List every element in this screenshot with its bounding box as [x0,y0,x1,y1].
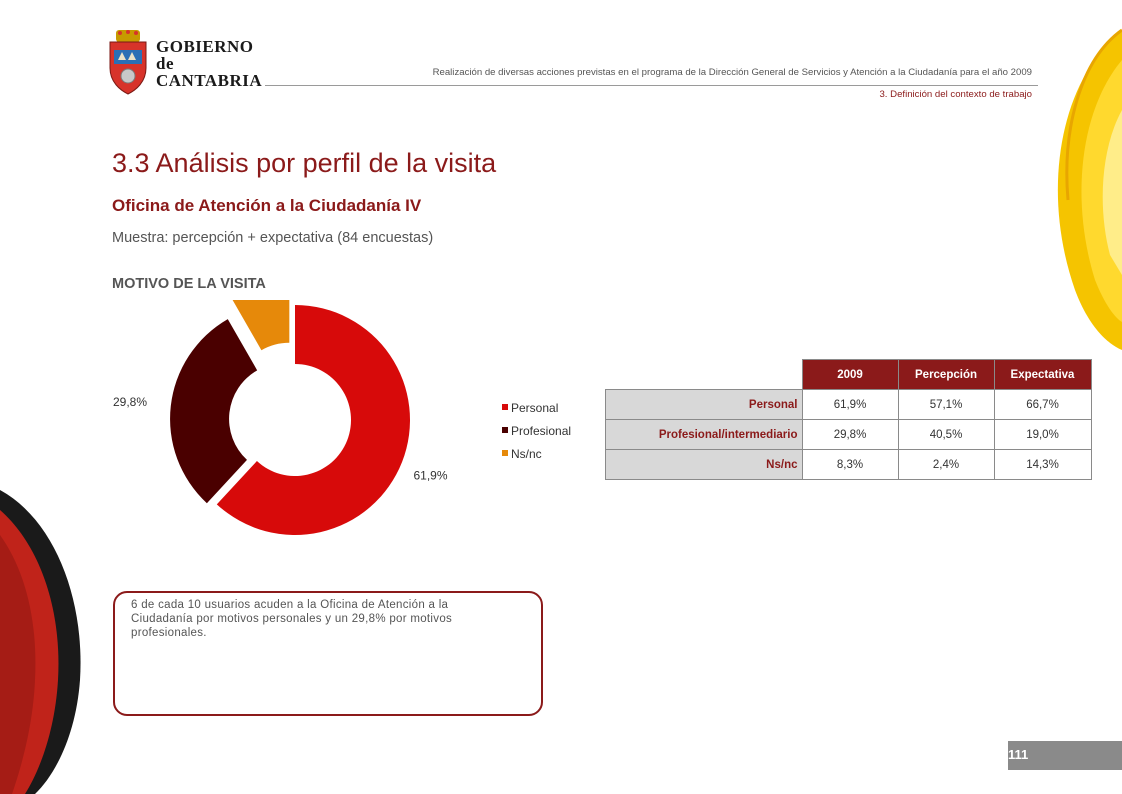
data-label: 61,9% [413,468,448,483]
gold-ribbon-decoration [1058,30,1122,350]
logo-line-1: GOBIERNO [156,37,254,56]
page-number: 111 [1008,747,1029,762]
table-cell: 66,7% [994,390,1091,420]
table-cell: 40,5% [898,420,994,450]
table-row-label: Profesional/intermediario [606,420,803,450]
table-header-cell: 2009 [802,360,898,390]
table-cell: 19,0% [994,420,1091,450]
legend-label: Ns/nc [511,447,542,461]
logo-text [156,38,262,89]
logo [106,30,263,96]
header-divider [265,85,1038,86]
slice-personal [217,305,410,535]
table-cell: 8,3% [802,450,898,480]
table-row [606,420,1092,450]
coat-of-arms-icon [106,30,150,96]
table-row-label: Ns/nc [606,450,803,480]
page-subtitle: Oficina de Atención a la Ciudadanía IV [112,196,422,215]
header-project-text: Realización de diversas acciones previstas en el programa de la Dirección General de Servicios y Atención a la Ciudadanía para el año 2009 [432,67,1032,78]
table-cell: 29,8% [802,420,898,450]
chart-legend [502,401,571,461]
logo-line-3: CANTABRIA [156,71,263,90]
table-row-label: Personal [606,390,803,420]
chart-slices [170,300,410,535]
summary-note-text: 6 de cada 10 usuarios acuden a la Oficina de Atención a la Ciudadanía por motivos personales y un 29,8% por motivos profesionales. [131,599,453,639]
table-header-row [606,360,1092,390]
legend-swatch [502,427,508,433]
legend-swatch [502,450,508,456]
legend-swatch [502,404,508,410]
table-row [606,450,1092,480]
red-swoosh-decoration [0,490,81,794]
data-label: 29,8% [113,394,148,409]
table-row [606,390,1092,420]
table-header-cell: Expectativa [994,360,1091,390]
logo-line-2: de [156,54,174,73]
header-section-text: 3. Definición del contexto de trabajo [879,89,1032,100]
table-corner-cell [606,360,803,390]
table-cell: 61,9% [802,390,898,420]
donut-chart [100,300,590,550]
sample-description: Muestra: percepción + expectativa (84 encuestas) [112,230,434,246]
table-cell: 14,3% [994,450,1091,480]
table-cell: 2,4% [898,450,994,480]
page-number-bar [1008,741,1122,770]
results-table [605,359,1092,480]
legend-label: Profesional [511,424,572,438]
legend-label: Personal [511,401,559,415]
chart-heading: MOTIVO DE LA VISITA [112,276,266,292]
table-cell: 57,1% [898,390,994,420]
table-header-cell: Percepción [898,360,994,390]
summary-note-box [113,591,543,716]
page-title: 3.3 Análisis por perfil de la visita [112,148,497,178]
